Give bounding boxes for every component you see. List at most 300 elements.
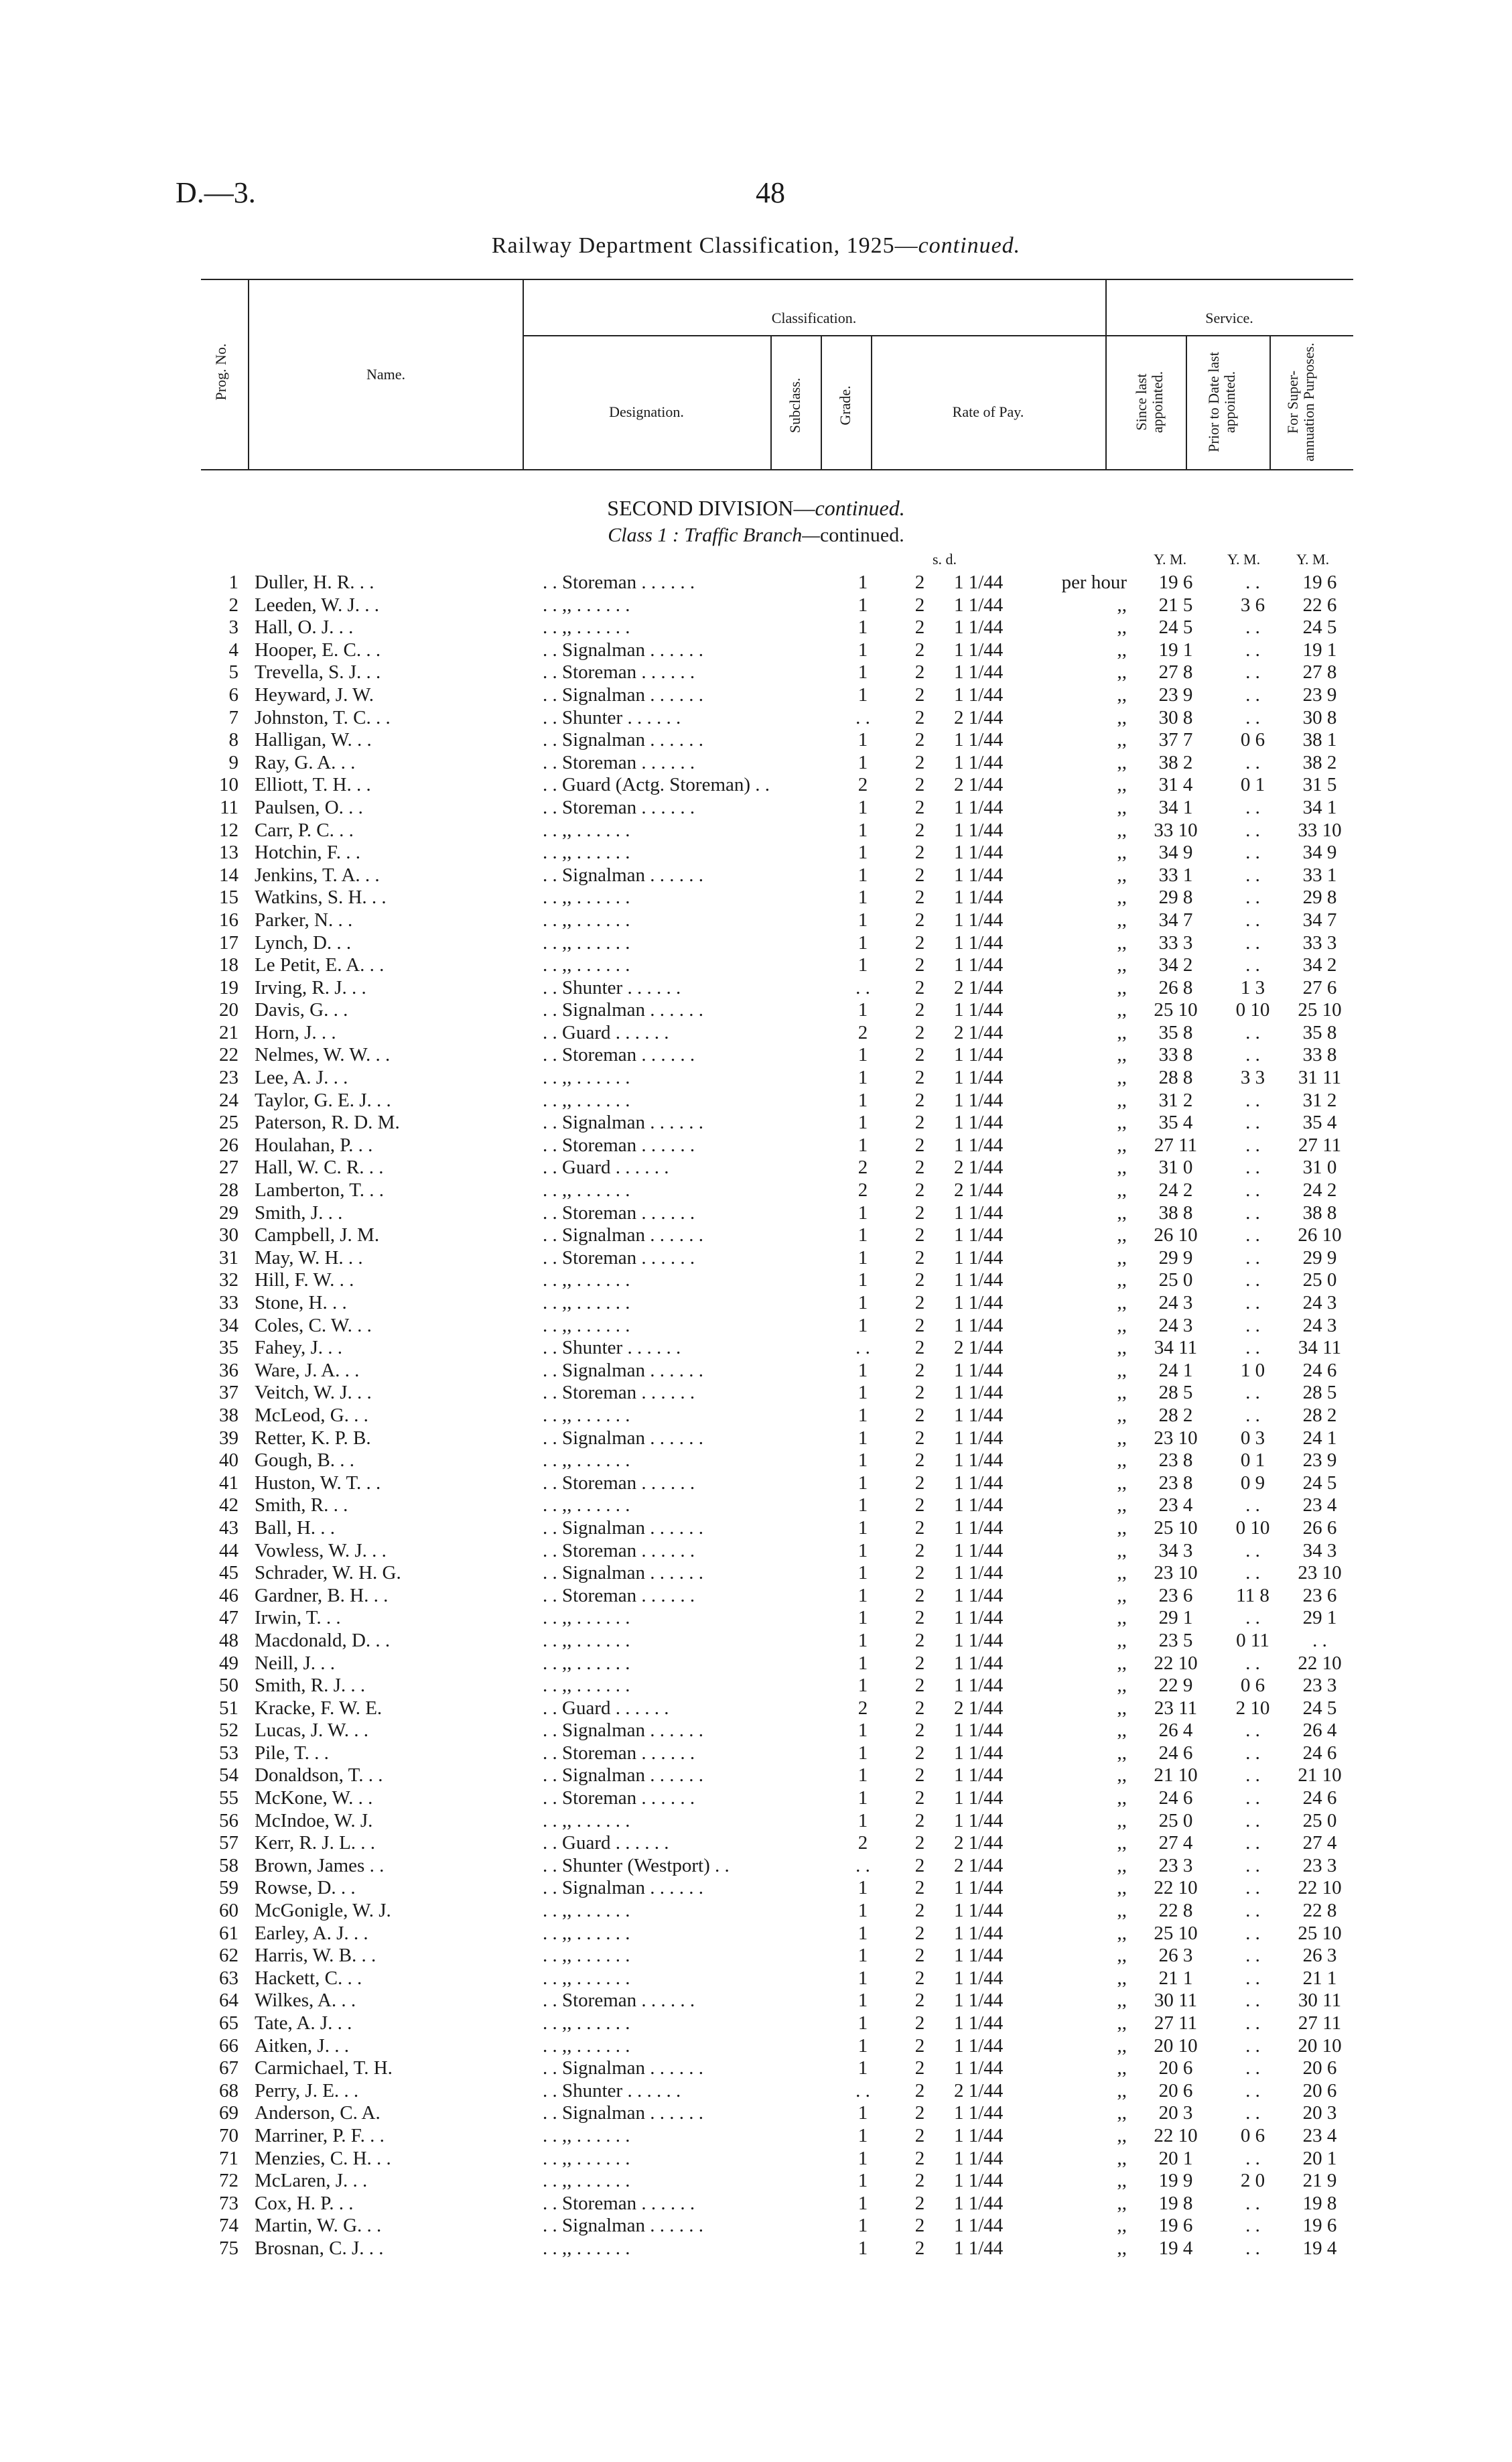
table-row (0, 1224, 1512, 1247)
rate-cell: 1 1/44 (954, 796, 1004, 818)
rate-unit-cell: ,, (1117, 1809, 1127, 1831)
rate-unit-cell: ,, (1117, 1990, 1127, 2012)
designation-cell: . . Shunter . . . . . . (543, 2079, 681, 2101)
subclass-cell: 1 (857, 887, 868, 909)
since-last-cell: 22 8 (1158, 1900, 1193, 1922)
designation-cell: . . ,, . . . . . . (543, 1449, 630, 1472)
prog-no-cell: 28 (219, 1179, 238, 1202)
subclass-cell: 1 (857, 2057, 868, 2079)
rate-cell: 1 1/44 (954, 1990, 1004, 2012)
since-last-cell: 22 10 (1154, 1652, 1198, 1674)
prior-service-cell: . . (1245, 2057, 1260, 2079)
grade-cell: 2 (914, 1516, 925, 1539)
rate-unit-cell: ,, (1117, 2079, 1127, 2101)
header-prog-no: Prog. No. (212, 343, 229, 401)
rate-unit-cell: ,, (1117, 819, 1127, 841)
header-subclass: Subclass. (786, 377, 803, 434)
rate-unit-cell: ,, (1117, 2124, 1127, 2146)
designation-cell: . . ,, . . . . . . (543, 1809, 630, 1831)
prog-no-cell: 15 (219, 887, 238, 909)
name-cell: Gough, B. . . (255, 1449, 355, 1472)
subclass-cell: 1 (857, 751, 868, 773)
superannuation-cell: 19 1 (1302, 639, 1337, 661)
prior-service-cell: . . (1245, 1246, 1260, 1269)
since-last-cell: 35 4 (1158, 1112, 1193, 1134)
rate-unit-cell: ,, (1117, 1404, 1127, 1426)
superannuation-cell: 25 0 (1302, 1809, 1337, 1831)
since-last-cell: 34 2 (1158, 954, 1193, 976)
superannuation-cell: 24 2 (1302, 1179, 1337, 1202)
designation-cell: . . Storeman . . . . . . (543, 1382, 695, 1404)
prog-no-cell: 56 (219, 1809, 238, 1831)
header-for-super: For Super-annuation Purposes. (1284, 342, 1317, 462)
header-classification: Classification. (771, 310, 857, 326)
prior-service-cell: . . (1245, 1764, 1260, 1787)
page-number: 48 (756, 176, 785, 209)
since-last-cell: 19 6 (1158, 572, 1193, 593)
subclass-cell: 1 (857, 1877, 868, 1899)
designation-cell: . . Signalman . . . . . . (543, 2057, 704, 2079)
prog-no-cell: 17 (219, 931, 238, 954)
name-cell: Stone, H. . . (255, 1292, 347, 1313)
since-last-cell: 38 8 (1158, 1202, 1193, 1224)
subclass-cell: 1 (857, 2034, 868, 2057)
rate-unit-cell: ,, (1117, 2034, 1127, 2057)
table-row (0, 864, 1512, 887)
prog-no-cell: 69 (219, 2102, 238, 2124)
superannuation-cell: 35 8 (1302, 1021, 1337, 1043)
rate-cell: 2 1/44 (954, 1021, 1004, 1043)
prog-no-cell: 33 (219, 1292, 238, 1313)
table-row (0, 1630, 1512, 1653)
since-last-cell: 22 9 (1158, 1675, 1193, 1697)
table-row (0, 572, 1512, 594)
grade-cell: 2 (914, 774, 925, 796)
prior-service-cell: . . (1245, 931, 1260, 954)
prior-service-cell: 3 3 (1240, 1067, 1265, 1089)
grade-cell: 2 (914, 1427, 925, 1449)
table-row (0, 1360, 1512, 1382)
name-cell: Leeden, W. J. . . (255, 594, 380, 616)
superannuation-cell: 34 9 (1302, 842, 1337, 864)
since-last-cell: 33 1 (1158, 864, 1193, 886)
name-cell: Lucas, J. W. . . (255, 1720, 368, 1742)
prior-service-cell: . . (1245, 2237, 1260, 2259)
prior-service-cell: . . (1245, 819, 1260, 841)
designation-cell: . . ,, . . . . . . (543, 2012, 630, 2034)
rate-unit-cell: ,, (1117, 2170, 1127, 2192)
grade-cell: 2 (914, 617, 925, 639)
rate-cell: 1 1/44 (954, 2057, 1004, 2079)
subclass-cell: 1 (857, 594, 868, 616)
designation-cell: . . ,, . . . . . . (543, 1179, 630, 1202)
rate-cell: 1 1/44 (954, 729, 1004, 751)
rate-cell: 2 1/44 (954, 2079, 1004, 2101)
since-last-cell: 20 10 (1154, 2034, 1198, 2057)
grade-cell: 2 (914, 684, 925, 706)
designation-cell: . . Storeman . . . . . . (543, 1584, 695, 1606)
name-cell: Houlahan, P. . . (255, 1134, 373, 1156)
name-cell: Elliott, T. H. . . (255, 774, 371, 796)
table-row (0, 1315, 1512, 1338)
rate-cell: 1 1/44 (954, 1787, 1004, 1809)
since-last-cell: 24 6 (1158, 1742, 1193, 1764)
grade-cell: 2 (914, 1697, 925, 1719)
prog-no-cell: 75 (219, 2237, 238, 2259)
rate-cell: 1 1/44 (954, 661, 1004, 684)
rate-cell: 1 1/44 (954, 2237, 1004, 2259)
name-cell: Menzies, C. H. . . (255, 2147, 391, 2169)
superannuation-cell: 38 2 (1302, 751, 1337, 773)
since-last-cell: 35 8 (1158, 1021, 1193, 1043)
rate-unit-cell: ,, (1117, 1720, 1127, 1742)
prior-service-cell: 2 10 (1235, 1697, 1270, 1719)
table-row (0, 1067, 1512, 1090)
name-cell: McKone, W. . . (255, 1787, 373, 1809)
rate-unit-cell: ,, (1117, 751, 1127, 773)
grade-cell: 2 (914, 1089, 925, 1111)
name-cell: Nelmes, W. W. . . (255, 1044, 391, 1066)
superannuation-cell: 28 2 (1302, 1404, 1337, 1426)
name-cell: McIndoe, W. J. (255, 1809, 373, 1831)
prog-no-cell: 23 (219, 1067, 238, 1089)
prior-service-cell: . . (1245, 1337, 1260, 1359)
prior-service-cell: . . (1245, 1382, 1260, 1404)
rate-unit-cell: ,, (1117, 1337, 1127, 1359)
prog-no-cell: 14 (219, 864, 238, 886)
table-row (0, 1900, 1512, 1923)
prog-no-cell: 31 (219, 1246, 238, 1269)
prior-service-cell: . . (1245, 1854, 1260, 1876)
prog-no-cell: 13 (219, 842, 238, 864)
since-last-cell: 29 8 (1158, 887, 1193, 909)
subclass-cell: 1 (857, 2102, 868, 2124)
rate-cell: 1 1/44 (954, 1494, 1004, 1516)
superannuation-cell: 20 3 (1302, 2102, 1337, 2124)
rate-unit-cell: ,, (1117, 1832, 1127, 1854)
prog-no-cell: 32 (219, 1269, 238, 1291)
prior-service-cell: . . (1245, 1607, 1260, 1629)
name-cell: Irving, R. J. . . (255, 976, 366, 998)
designation-cell: . . Signalman . . . . . . (543, 2215, 704, 2237)
table-row (0, 797, 1512, 820)
designation-cell: . . Storeman . . . . . . (543, 1539, 695, 1561)
rate-unit-cell: ,, (1117, 2215, 1127, 2237)
grade-cell: 2 (914, 1472, 925, 1494)
subclass-cell: 1 (857, 1539, 868, 1561)
subclass-cell: 1 (857, 1449, 868, 1472)
prior-service-cell: . . (1245, 1900, 1260, 1922)
rate-cell: 1 1/44 (954, 1472, 1004, 1494)
since-last-cell: 21 5 (1158, 594, 1193, 616)
prior-service-cell: . . (1245, 1021, 1260, 1043)
division-heading (0, 496, 1512, 521)
subclass-cell: 1 (857, 1314, 868, 1336)
subclass-cell: 1 (857, 2192, 868, 2214)
prog-no-cell: 59 (219, 1877, 238, 1899)
table-row (0, 1562, 1512, 1585)
prog-no-cell: 63 (219, 1967, 238, 1989)
grade-cell: 2 (914, 1764, 925, 1787)
rate-cell: 1 1/44 (954, 639, 1004, 661)
name-cell: Hooper, E. C. . . (255, 639, 381, 661)
prog-no-cell: 22 (219, 1044, 238, 1066)
since-last-cell: 31 2 (1158, 1089, 1193, 1111)
table-row (0, 909, 1512, 932)
since-last-cell: 28 8 (1158, 1067, 1193, 1089)
grade-cell: 2 (914, 864, 925, 886)
table-row (0, 1990, 1512, 2012)
header-since-last: Since last appointed. (1133, 371, 1166, 434)
designation-cell: . . Signalman . . . . . . (543, 1562, 704, 1584)
designation-cell: . . ,, . . . . . . (543, 1269, 630, 1291)
prior-service-cell: . . (1245, 1157, 1260, 1179)
prior-service-cell: 0 6 (1240, 1675, 1265, 1697)
designation-cell: . . Storeman . . . . . . (543, 1134, 695, 1156)
name-cell: Donaldson, T. . . (255, 1764, 383, 1787)
header-bottom-rule (201, 469, 1353, 470)
table-row (0, 2193, 1512, 2215)
rate-unit-cell: ,, (1117, 706, 1127, 728)
title-continued: continued. (918, 233, 1021, 258)
designation-cell: . . Guard . . . . . . (543, 1157, 669, 1179)
rate-cell: 2 1/44 (954, 1854, 1004, 1876)
table-row (0, 1202, 1512, 1225)
since-last-cell: 23 8 (1158, 1472, 1193, 1494)
header-prior-to-date: Prior to Date last appointed. (1205, 352, 1238, 452)
subclass-cell: 1 (857, 1922, 868, 1944)
superannuation-cell: 38 1 (1302, 729, 1337, 751)
since-last-cell: 23 10 (1154, 1427, 1198, 1449)
grade-cell: 2 (914, 1157, 925, 1179)
prog-no-cell: 21 (219, 1021, 238, 1043)
subclass-cell: 1 (857, 1202, 868, 1224)
name-cell: Harris, W. B. . . (255, 1945, 376, 1967)
superannuation-cell: 31 11 (1298, 1067, 1342, 1089)
since-last-cell: 27 11 (1154, 2012, 1198, 2034)
rate-unit-cell: ,, (1117, 1607, 1127, 1629)
superannuation-cell: 25 10 (1298, 1922, 1342, 1944)
superannuation-cell: 24 5 (1302, 617, 1337, 639)
name-cell: Marriner, P. F. . . (255, 2124, 385, 2146)
rate-cell: 1 1/44 (954, 1427, 1004, 1449)
grade-cell: 2 (914, 572, 925, 593)
table-row (0, 1044, 1512, 1067)
grade-cell: 2 (914, 639, 925, 661)
rate-cell: 1 1/44 (954, 2170, 1004, 2192)
grade-cell: 2 (914, 1787, 925, 1809)
since-last-cell: 20 3 (1158, 2102, 1193, 2124)
col-rule-6 (1105, 279, 1107, 469)
prior-service-cell: 0 1 (1240, 1449, 1265, 1472)
subclass-cell: 1 (857, 1742, 868, 1764)
prior-service-cell: . . (1245, 1720, 1260, 1742)
grade-cell: 2 (914, 1067, 925, 1089)
prog-no-cell: 53 (219, 1742, 238, 1764)
superannuation-cell: 34 1 (1302, 796, 1337, 818)
header-designation: Designation. (609, 403, 684, 420)
prior-service-cell: . . (1245, 1990, 1260, 2012)
name-cell: Coles, C. W. . . (255, 1314, 372, 1336)
designation-cell: . . ,, . . . . . . (543, 842, 630, 864)
since-last-cell: 31 0 (1158, 1157, 1193, 1179)
subclass-cell: 1 (857, 1224, 868, 1246)
prog-no-cell: 10 (219, 774, 238, 796)
superannuation-cell: 20 10 (1298, 2034, 1342, 2057)
subclass-cell: 2 (857, 1179, 868, 1202)
rate-unit-cell: ,, (1117, 909, 1127, 931)
name-cell: Trevella, S. J. . . (255, 661, 381, 684)
table-row (0, 887, 1512, 909)
prior-service-cell: . . (1245, 1134, 1260, 1156)
grade-cell: 2 (914, 1292, 925, 1313)
grade-cell: 2 (914, 1877, 925, 1899)
prior-service-cell: . . (1245, 1809, 1260, 1831)
table-row (0, 1269, 1512, 1292)
rate-cell: 2 1/44 (954, 706, 1004, 728)
table-row (0, 999, 1512, 1022)
subclass-cell: 1 (857, 1112, 868, 1134)
name-cell: May, W. H. . . (255, 1246, 363, 1269)
grade-cell: 2 (914, 2012, 925, 2034)
subclass-cell: . . (855, 1337, 870, 1359)
prog-no-cell: 52 (219, 1720, 238, 1742)
prog-no-cell: 2 (228, 594, 238, 616)
col-rule-7 (1186, 335, 1187, 469)
grade-cell: 2 (914, 2034, 925, 2057)
name-cell: Ray, G. A. . . (255, 751, 356, 773)
designation-cell: . . Storeman . . . . . . (543, 1044, 695, 1066)
superannuation-cell: 25 10 (1298, 999, 1342, 1021)
grade-cell: 2 (914, 1854, 925, 1876)
superannuation-cell: 21 1 (1302, 1967, 1337, 1989)
rate-unit-cell: ,, (1117, 729, 1127, 751)
rate-unit-cell: ,, (1117, 1157, 1127, 1179)
grade-cell: 2 (914, 1607, 925, 1629)
superannuation-cell: 19 4 (1302, 2237, 1337, 2259)
since-last-cell: 30 11 (1154, 1990, 1198, 2012)
rate-unit-cell: ,, (1117, 2102, 1127, 2124)
rate-cell: 1 1/44 (954, 1652, 1004, 1674)
table-body (0, 572, 1512, 2260)
since-last-cell: 34 3 (1158, 1539, 1193, 1561)
grade-cell: 2 (914, 1269, 925, 1291)
designation-cell: . . ,, . . . . . . (543, 1967, 630, 1989)
superannuation-cell: 27 11 (1298, 1134, 1342, 1156)
since-last-cell: 25 0 (1158, 1809, 1193, 1831)
superannuation-cell: 23 3 (1302, 1675, 1337, 1697)
prior-service-cell: . . (1245, 1269, 1260, 1291)
table-row (0, 774, 1512, 797)
grade-cell: 2 (914, 1539, 925, 1561)
subclass-cell: 2 (857, 1832, 868, 1854)
name-cell: Ball, H. . . (255, 1516, 336, 1539)
designation-cell: . . Guard . . . . . . (543, 1832, 669, 1854)
rate-unit-cell: ,, (1117, 1652, 1127, 1674)
subclass-cell: 1 (857, 1809, 868, 1831)
prog-no-cell: 36 (219, 1359, 238, 1381)
since-last-cell: 23 3 (1158, 1854, 1193, 1876)
grade-cell: 2 (914, 2170, 925, 2192)
table-row (0, 1022, 1512, 1045)
prior-service-cell: . . (1245, 864, 1260, 886)
rate-unit-cell: ,, (1117, 774, 1127, 796)
since-last-cell: 27 11 (1154, 1134, 1198, 1156)
prog-no-cell: 48 (219, 1629, 238, 1651)
rate-cell: 1 1/44 (954, 2147, 1004, 2169)
name-cell: Veitch, W. J. . . (255, 1382, 372, 1404)
subclass-cell: . . (855, 706, 870, 728)
rate-cell: 1 1/44 (954, 2192, 1004, 2214)
subclass-cell: 1 (857, 1359, 868, 1381)
name-cell: McLeod, G. . . (255, 1404, 368, 1426)
superannuation-cell: 22 10 (1298, 1652, 1342, 1674)
since-last-cell: 23 6 (1158, 1584, 1193, 1606)
name-cell: Heyward, J. W. (255, 684, 374, 706)
grade-cell: 2 (914, 1337, 925, 1359)
name-cell: Wilkes, A. . . (255, 1990, 356, 2012)
since-last-cell: 23 8 (1158, 1449, 1193, 1472)
grade-cell: 2 (914, 1629, 925, 1651)
prog-no-cell: 3 (228, 617, 238, 639)
rate-cell: 1 1/44 (954, 887, 1004, 909)
designation-cell: . . Storeman . . . . . . (543, 1202, 695, 1224)
designation-cell: . . Signalman . . . . . . (543, 1112, 704, 1134)
designation-cell: . . Shunter (Westport) . . (543, 1854, 730, 1876)
superannuation-cell: 24 6 (1302, 1787, 1337, 1809)
rate-unit-cell: ,, (1117, 1877, 1127, 1899)
branch-label: Traffic Branch— (684, 524, 820, 546)
grade-cell: 2 (914, 1967, 925, 1989)
prior-service-cell: . . (1245, 1292, 1260, 1313)
prior-service-cell: 0 10 (1235, 1516, 1270, 1539)
name-cell: Smith, R. J. . . (255, 1675, 366, 1697)
col-rule-5 (871, 335, 872, 469)
rate-cell: 2 1/44 (954, 976, 1004, 998)
name-cell: Smith, R. . . (255, 1494, 348, 1516)
since-last-cell: 24 5 (1158, 617, 1193, 639)
rate-unit-cell: ,, (1117, 1516, 1127, 1539)
grade-cell: 2 (914, 1900, 925, 1922)
prior-service-cell: . . (1245, 1202, 1260, 1224)
superannuation-cell: 19 6 (1302, 572, 1337, 593)
rate-unit-cell: ,, (1117, 1224, 1127, 1246)
prog-no-cell: 68 (219, 2079, 238, 2101)
table-row (0, 842, 1512, 864)
since-last-cell: 23 5 (1158, 1629, 1193, 1651)
grade-cell: 2 (914, 887, 925, 909)
rate-unit-cell: ,, (1117, 2237, 1127, 2259)
table-row (0, 2057, 1512, 2080)
name-cell: Johnston, T. C. . . (255, 706, 391, 728)
name-cell: McLaren, J. . . (255, 2170, 368, 2192)
name-cell: Duller, H. R. . . (255, 572, 374, 593)
name-cell: Paterson, R. D. M. (255, 1112, 400, 1134)
designation-cell: . . ,, . . . . . . (543, 2034, 630, 2057)
table-row (0, 2125, 1512, 2148)
prior-service-cell: 11 8 (1236, 1584, 1269, 1606)
superannuation-cell: 26 3 (1302, 1945, 1337, 1967)
prog-no-cell: 57 (219, 1832, 238, 1854)
since-last-cell: 29 1 (1158, 1607, 1193, 1629)
prior-service-cell: . . (1245, 842, 1260, 864)
name-cell: Le Petit, E. A. . . (255, 954, 385, 976)
grade-cell: 2 (914, 976, 925, 998)
prog-no-cell: 74 (219, 2215, 238, 2237)
rate-cell: 1 1/44 (954, 1720, 1004, 1742)
superannuation-cell: 34 3 (1302, 1539, 1337, 1561)
prog-no-cell: 41 (219, 1472, 238, 1494)
